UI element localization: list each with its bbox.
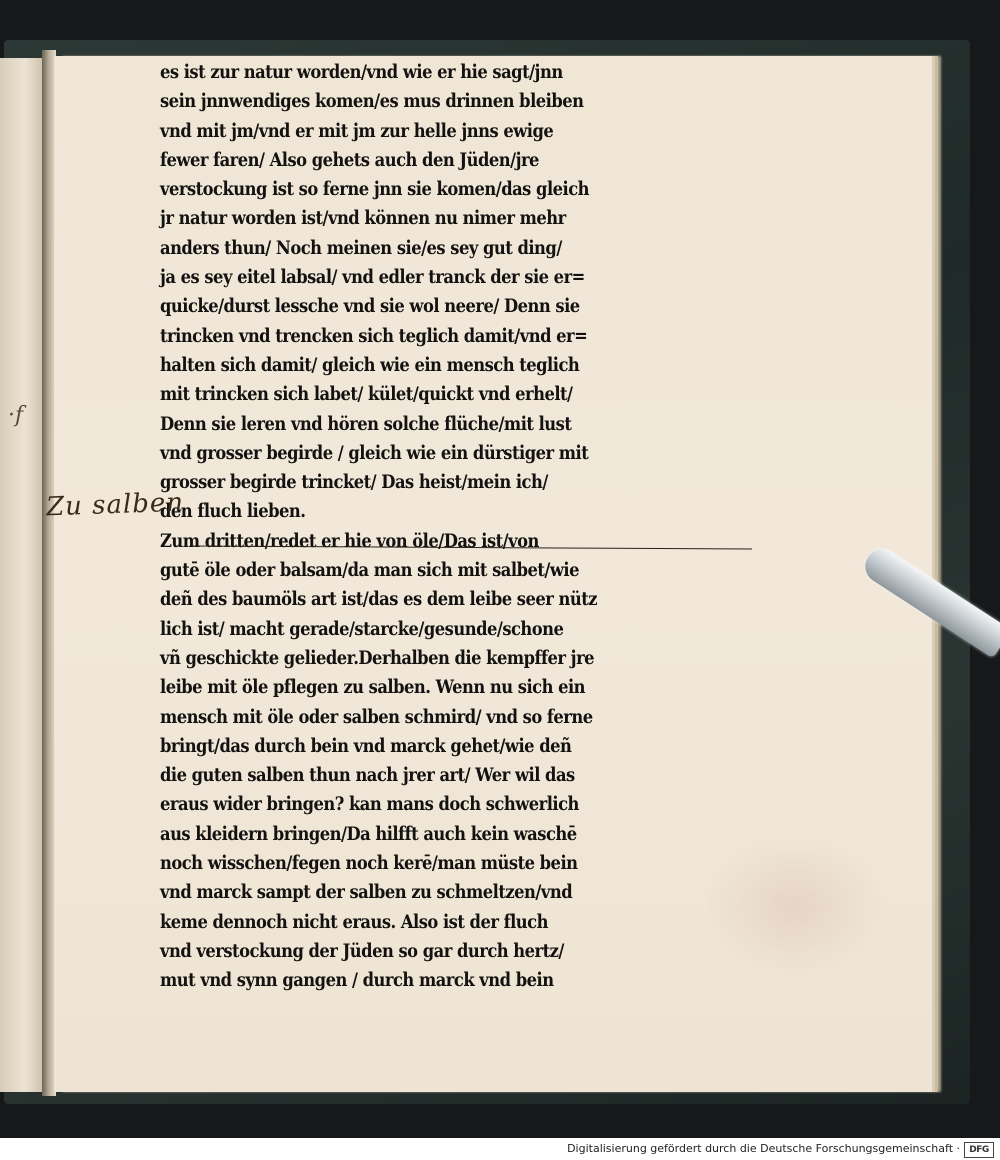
text-line: grosser begirde trincket/ Das heist/mein ich/ — [160, 471, 548, 494]
text-line: Denn sie leren vnd hören solche flüche/mit lust — [160, 412, 572, 435]
text-line: anders thun/ Noch meinen sie/es sey gut ding/ — [160, 236, 562, 259]
text-line: jr natur worden ist/vnd können nu nimer mehr — [160, 207, 566, 230]
text-line: bringt/das durch bein vnd marck gehet/wie deñ — [160, 734, 572, 757]
text-line: den fluch lieben. — [160, 500, 306, 523]
text-line: vnd verstockung der Jüden so gar durch hertz/ — [160, 939, 564, 962]
left-margin-scribble: ·f — [8, 403, 24, 428]
text-line: mut vnd synn gangen / durch marck vnd bein — [160, 969, 554, 992]
page-text-block — [160, 58, 720, 996]
text-line: eraus wider bringen? kan mans doch schwerlich — [160, 793, 579, 816]
text-line: ja es sey eitel labsal/ vnd edler tranck der sie er= — [160, 266, 585, 289]
text-line: fewer faren/ Also gehets auch den Jüden/jre — [160, 148, 539, 171]
text-line: deñ des baumöls art ist/das es dem leibe seer nütz — [160, 588, 598, 611]
text-line: vnd marck sampt der salben zu schmeltzen/vnd — [160, 881, 573, 904]
text-line: vnd grosser begirde / gleich wie ein dürstiger mit — [160, 441, 589, 464]
footer-credit: Digitalisierung gefördert durch die Deutsche Forschungsgemeinschaft · — [567, 1142, 960, 1155]
footer-bar — [0, 1138, 1000, 1160]
left-page-edge — [0, 58, 42, 1092]
text-line: die guten salben thun nach jrer art/ Wer wil das — [160, 764, 575, 787]
text-line: mit trincken sich labet/ kület/quickt vnd erhelt/ — [160, 383, 573, 406]
text-line: aus kleidern bringen/Da hilfft auch kein waschē — [160, 822, 577, 845]
text-line: trincken vnd trencken sich teglich damit/vnd er= — [160, 324, 588, 347]
text-line: vñ geschickte gelieder.Derhalben die kempffer jre — [160, 646, 595, 669]
text-line: quicke/durst lessche vnd sie wol neere/ Denn sie — [160, 295, 580, 318]
text-line: sein jnnwendiges komen/es mus drinnen bleiben — [160, 90, 584, 113]
text-line: keme dennoch nicht eraus. Also ist der fluch — [160, 910, 548, 933]
text-line: mensch mit öle oder salben schmird/ vnd so ferne — [160, 705, 593, 728]
text-line: verstockung ist so ferne jnn sie komen/das gleich — [160, 178, 590, 201]
text-line: noch wisschen/fegen noch kerē/man müste bein — [160, 852, 578, 875]
paper-stain — [704, 836, 884, 976]
text-line: halten sich damit/ gleich wie ein mensch teglich — [160, 353, 580, 376]
text-line: gutē öle oder balsam/da man sich mit salbet/wie — [160, 559, 579, 582]
text-line: vnd mit jm/vnd er mit jm zur helle jnns ewige — [160, 119, 554, 142]
dfg-logo: DFG — [964, 1142, 994, 1158]
handwritten-margin-note: Zu salben — [45, 487, 185, 523]
text-line: leibe mit öle pflegen zu salben. Wenn nu sich ein — [160, 676, 586, 699]
text-line: Zum dritten/redet er hie von öle/Das ist/von — [160, 529, 539, 552]
text-line: es ist zur natur worden/vnd wie er hie sagt/jnn — [160, 61, 563, 83]
text-line: lich ist/ macht gerade/starcke/gesunde/schone — [160, 617, 564, 640]
